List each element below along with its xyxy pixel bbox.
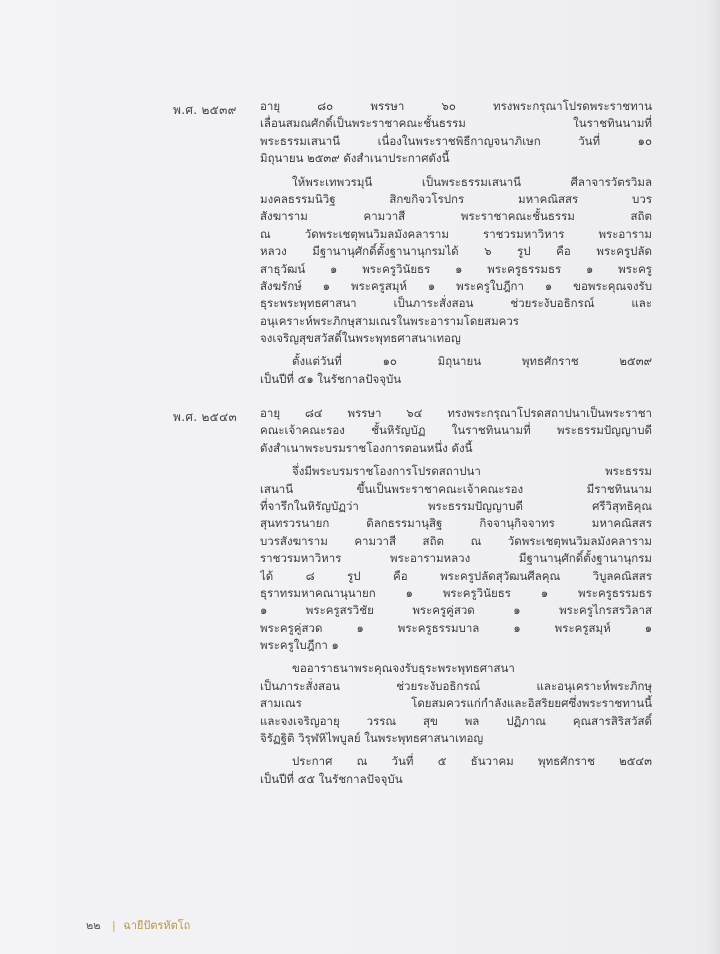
text-line: สามเณร โดยสมควรแก่กำลังและอิสริยยศซึ่งพระราชทานนี้	[260, 696, 652, 711]
text-line: มงคลธรรมนิวิฐ สิกขกิจวโรปกร มหาคณิสสร บวร	[260, 191, 652, 206]
text-line: ได้ ๘ รูป คือ พระครูปลัดสุวัฒนศีลคุณ วิบูลคณิสสร	[260, 568, 652, 583]
entry-body	[260, 98, 652, 394]
text-line: พระธรรมเสนานี เนื่องในพระราชพิธีกาญจนาภิเษก วันที่ ๑๐	[260, 133, 652, 148]
text-line: อนุเคราะห์พระภิกษุสามเณรในพระอารามโดยสมควร	[260, 313, 519, 328]
text-line: และจงเจริญอายุ วรรณ สุข พล ปฏิภาณ คุณสารสิริสวัสดิ์	[260, 713, 652, 728]
text-line: ให้พระเทพวรมุนี เป็นพระธรรมเสนานี ศีลาจารวัตรวิมล	[292, 174, 652, 189]
text-line: มิถุนายน ๒๕๓๙ ดังสำเนาประกาศดังนี้	[260, 151, 450, 166]
text-line: ตั้งแต่วันที่ ๑๐ มิถุนายน พุทธศักราช ๒๕๓๙	[292, 354, 652, 369]
page-number: ๒๒	[86, 919, 101, 932]
text-line: หลวง มีฐานานุศักดิ์ตั้งฐานานุกรมได้ ๖ รูป คือ พระครูปลัด	[260, 244, 652, 259]
text-line: อายุ ๘๔ พรรษา ๖๔ ทรงพระกรุณาโปรดสถาปนาเป็นพระราชา	[260, 406, 652, 420]
text-line: สุนทรวรนายก ดิลกธรรมานุสิฐ กิจจานุกิจจาทร มหาคณิสสร	[260, 516, 652, 531]
paragraph	[260, 353, 652, 388]
text-line: ขออาราธนาพระคุณจงรับธุระพระพุทธศาสนา	[292, 661, 515, 676]
text-line: ราชวรมหาวิหาร พระอารามหลวง มีฐานานุศักดิ์ตั้งฐานานุกรม	[260, 551, 652, 566]
text-line: พระครูใบฎีกา ๑	[260, 638, 339, 653]
text-line: จิรัฏฐิติ วิรุฬหิไพบูลย์ ในพระพุทธศาสนาเทอญ	[260, 731, 484, 746]
paragraph	[260, 753, 652, 788]
paragraph	[260, 405, 652, 457]
text-line: สาธุวัฒน์ ๑ พระครูวินัยธร ๑ พระครูธรรมธร ๑ พระครู	[260, 261, 652, 276]
paragraph	[260, 174, 652, 348]
text-line: พระครูคู่สวด ๑ พระครูธรรมบาล ๑ พระครูสมุห์ ๑	[260, 620, 652, 635]
book-title: ฉายีปัตรหัตโถ	[123, 919, 191, 932]
paragraph	[260, 98, 652, 168]
entry-year: พ.ศ. ๒๕๔๓	[173, 410, 237, 424]
text-line: บวรสังฆาราม คามวาสี สถิต ณ วัดพระเชตุพนวิมลมังคลาราม	[260, 533, 652, 548]
text-line: จึ่งมีพระบรมราชโองการโปรดสถาปนา พระธรรม	[292, 464, 652, 479]
text-line: จงเจริญสุขสวัสดิ์ในพระพุทธศาสนาเทอญ	[260, 331, 461, 346]
text-line: ธุราทรมหาคณานุนายก ๑ พระครูวินัยธร ๑ พระครูธรรมธร	[260, 585, 652, 600]
text-line: สังฆรักษ์ ๑ พระครูสมุห์ ๑ พระครูใบฎีกา ๑ ขอพระคุณจงรับ	[260, 278, 652, 293]
text-line: ที่จารึกในหิรัญบัฏว่า พระธรรมปัญญาบดี ศรีวิสุทธิคุณ	[260, 498, 652, 513]
page-spine-shadow	[706, 0, 720, 954]
text-line: เป็นปีที่ ๕๑ ในรัชกาลปัจจุบัน	[260, 371, 402, 386]
text-line: เป็นภาระสั่งสอน ช่วยระงับอธิกรณ์ และอนุเคราะห์พระภิกษุ	[260, 678, 652, 693]
text-line: อายุ ๘๐ พรรษา ๖๐ ทรงพระกรุณาโปรดพระราชทาน	[260, 99, 652, 113]
paragraph	[260, 463, 652, 654]
entry-year: พ.ศ. ๒๕๓๙	[173, 103, 237, 117]
footer-separator: |	[112, 919, 116, 932]
text-line: ๑ พระครูสรวิชัย พระครูคู่สวด ๑ พระครูไกรสรวิลาส	[260, 603, 652, 618]
page-footer	[86, 916, 190, 934]
paragraph	[260, 660, 652, 747]
text-line: เลื่อนสมณศักดิ์เป็นพระราชาคณะชั้นธรรม ในราชทินนามที่	[260, 116, 652, 131]
text-line: ณ วัดพระเชตุพนวิมลมังคลาราม ราชวรมหาวิหาร พระอาราม	[260, 226, 652, 241]
text-line: เป็นปีที่ ๕๕ ในรัชกาลปัจจุบัน	[260, 771, 403, 786]
entry-body	[260, 405, 652, 794]
text-line: คณะเจ้าคณะรอง ชั้นหิรัญบัฏ ในราชทินนามที่ พระธรรมปัญญาบดี	[260, 423, 652, 438]
text-line: สังฆาราม คามวาสี พระราชาคณะชั้นธรรม สถิต	[260, 209, 652, 224]
text-line: ดังสำเนาพระบรมราชโองการตอนหนึ่ง ดังนี้	[260, 440, 473, 455]
text-line: เสนานี ขึ้นเป็นพระราชาคณะเจ้าคณะรอง มีราชทินนาม	[260, 481, 652, 496]
text-line: ประกาศ ณ วันที่ ๕ ธันวาคม พุทธศักราช ๒๕๔๓	[292, 754, 652, 769]
text-line: ธุระพระพุทธศาสนา เป็นภาระสั่งสอน ช่วยระงับอธิกรณ์ และ	[260, 296, 652, 311]
